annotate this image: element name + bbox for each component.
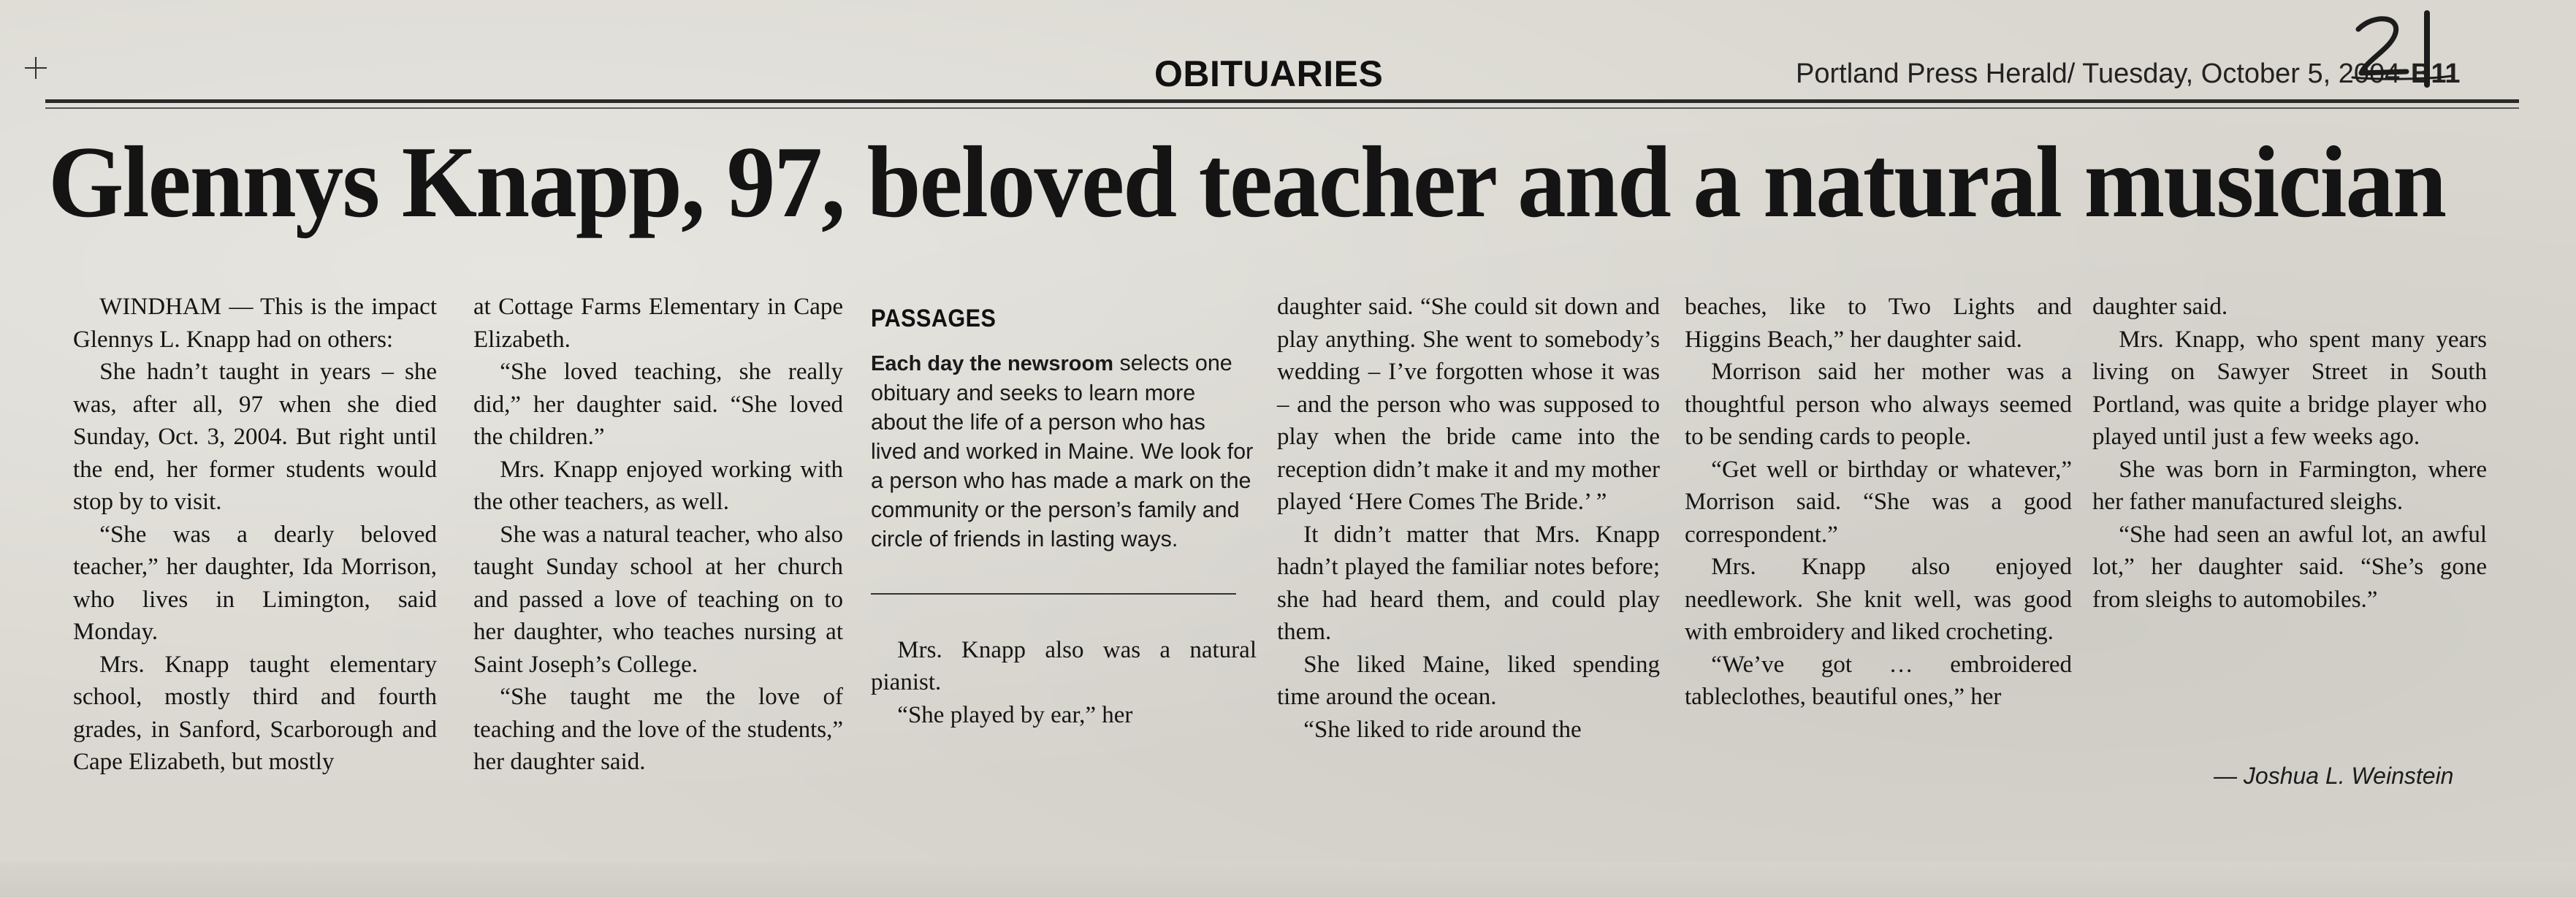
header-rule-thin (45, 107, 2519, 109)
paragraph: daughter said. “She could sit down and play anything. She went to somebody’s wedding – I’ve forgotten whose it was – and the person who was supposed to play when the bride came into the reception didn’t make it and my mother played ‘Here Comes The Bride.’ ” (1277, 294, 1660, 515)
article-column-5 (1685, 291, 2072, 714)
article-column-3 (871, 291, 1257, 731)
passages-text: selects one obituary and seeks to learn more about the life of a person who has lived and worked in Maine. We look for a person who has made a mark on the community or the person’s family and circle of friends in lasting ways. (871, 350, 1254, 551)
paragraph: “She played by ear,” her (897, 701, 1133, 728)
paragraph: Morrison said her mother was a thoughtful person who always seemed to be sending cards to people. (1685, 359, 2072, 450)
paragraph: “She loved teaching, she really did,” her daughter said. “She loved the children.” (473, 359, 843, 450)
handwritten-annotation (2345, 6, 2455, 93)
paragraph: She was a natural teacher, who also taught Sunday school at her church and passed a love of teaching on to her daughter, who teaches nursing at Saint Joseph’s College. (473, 521, 843, 678)
passages-divider (871, 593, 1236, 595)
article-column-4 (1277, 291, 1660, 746)
paragraph: daughter said. (2092, 294, 2228, 320)
paragraph: WINDHAM — This is the impact Glennys L. Knapp had on others: (73, 294, 437, 353)
paragraph: She hadn’t taught in years – she was, after all, 97 when she died Sunday, Oct. 3, 2004. But right until the end, her former students would stop by to visit. (73, 359, 437, 515)
headline: Glennys Knapp, 97, beloved teacher and a natural musician (48, 126, 2446, 239)
passages-description (871, 348, 1257, 554)
crop-mark-icon (25, 57, 47, 79)
paragraph: beaches, like to Two Lights and Higgins Beach,” her daughter said. (1685, 294, 2072, 353)
paragraph: Mrs. Knapp, who spent many years living on Sawyer Street in South Portland, was quite a bridge player who played until just a few weeks ago. (2092, 326, 2487, 450)
article-column-1 (73, 291, 437, 779)
paragraph: She liked Maine, liked spending time around the ocean. (1277, 651, 1660, 710)
byline: — Joshua L. Weinstein (2214, 763, 2454, 789)
article-column-2 (473, 291, 843, 779)
paragraph: “Get well or birthday or whatever,” Morrison said. “She was a good correspondent.” (1685, 456, 2072, 548)
passages-title: PASSAGES (871, 305, 997, 332)
paragraph: at Cottage Farms Elementary in Cape Elizabeth. (473, 294, 843, 353)
passages-lead: Each day the newsroom (871, 351, 1113, 375)
publication-date: Portland Press Herald/ Tuesday, October 5, 2004 (1796, 58, 2401, 89)
paragraph: Mrs. Knapp also was a natural pianist. (871, 636, 1257, 695)
paragraph: “She liked to ride around the (1303, 716, 1582, 743)
paragraph: Mrs. Knapp also enjoyed needlework. She knit well, was good with embroidery and liked crocheting. (1685, 554, 2072, 645)
page-number: B11 (2410, 58, 2461, 89)
paragraph: Mrs. Knapp taught elementary school, mostly third and fourth grades, in Sanford, Scarborough and Cape Elizabeth, but mostly (73, 651, 437, 775)
page-bottom-edge (0, 862, 2576, 897)
paragraph: She was born in Farmington, where her father manufactured sleighs. (2092, 456, 2487, 515)
section-label: OBITUARIES (1154, 53, 1384, 94)
article-column-6 (2092, 291, 2487, 616)
paragraph: “She had seen an awful lot, an awful lot,” her daughter said. “She’s gone from sleighs to automobiles.” (2092, 521, 2487, 613)
paragraph: It didn’t matter that Mrs. Knapp hadn’t played the familiar notes before; she had heard them, and could play them. (1277, 521, 1660, 645)
paragraph: “She was a dearly beloved teacher,” her daughter, Ida Morrison, who lives in Limington, said Monday. (73, 521, 437, 645)
paragraph: “We’ve got … embroidered tableclothes, beautiful ones,” her (1685, 651, 2072, 710)
paragraph: “She taught me the love of teaching and the love of the students,” her daughter said. (473, 684, 843, 775)
paragraph: Mrs. Knapp enjoyed working with the other teachers, as well. (473, 456, 843, 515)
header-rule (45, 99, 2519, 103)
